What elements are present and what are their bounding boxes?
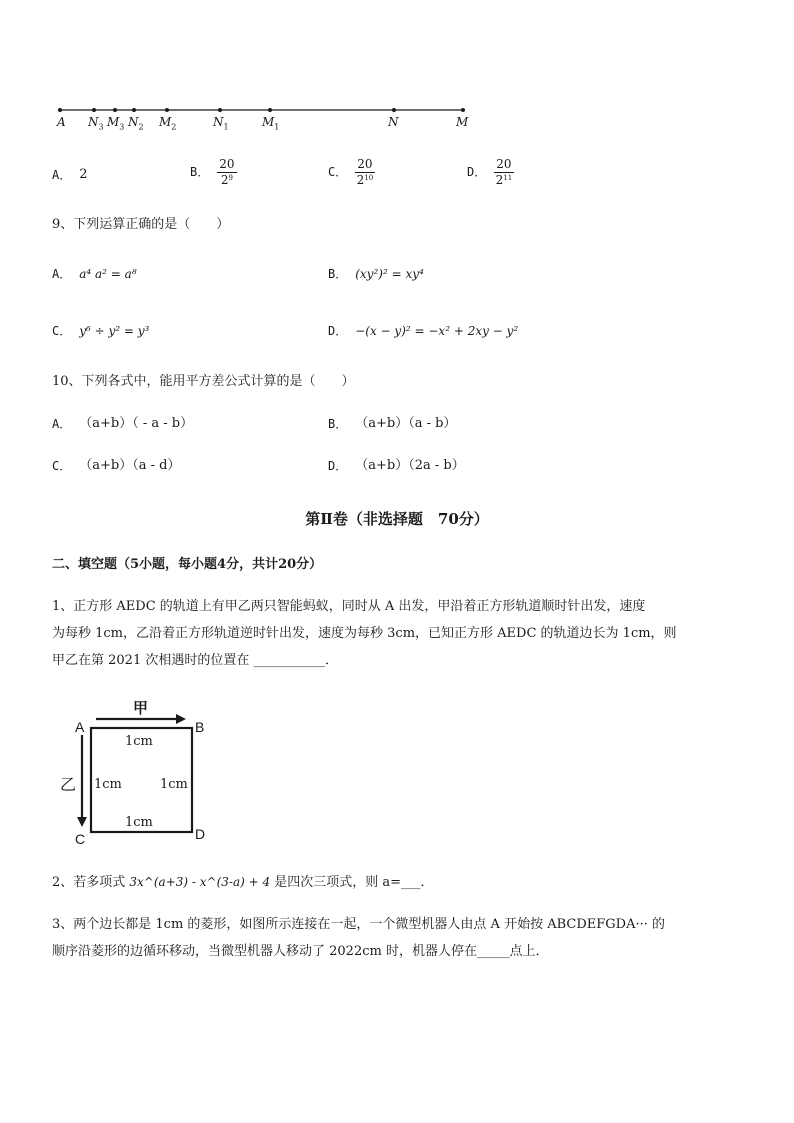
q9-option-d: D． −(x − y)² = −x² + 2xy − y² (328, 324, 519, 338)
yi-arrowhead (77, 817, 87, 827)
q9-stem: 9、下列运算正确的是（ ） (52, 217, 230, 232)
point-a-label: A (57, 115, 66, 129)
corner-b-label: B (195, 719, 205, 735)
corner-c-label: C (75, 831, 86, 847)
point-n3-dot (92, 108, 96, 112)
section-subtitle: 二、填空题（5小题，每小题4分，共计20分） (52, 557, 323, 572)
section-title: 第Ⅱ卷（非选择题 70分） (305, 510, 489, 528)
option-expr: （a+b）（2a - b） (355, 458, 465, 473)
option-letter: A． (52, 167, 72, 182)
point-m1-dot (268, 108, 272, 112)
fill1-line3: 甲乙在第 2021 次相遇时的位置在 ___________． (52, 653, 338, 668)
corner-a-label: A (75, 719, 85, 735)
fraction: $\frac{20}{2^9}$ (219, 157, 235, 187)
q9-option-b: B． (xy²)² = xy⁴ (328, 267, 424, 281)
q8-option-d (467, 158, 514, 186)
q8-option-c (328, 158, 375, 186)
q10-option-d: D． （a+b）（2a - b） (328, 458, 465, 473)
option-expr: −(x − y)² = −x² + 2xy − y² (355, 324, 519, 338)
option-value: 2 (79, 167, 88, 182)
q9-option-a: A． a⁴ a² = a⁸ (52, 267, 137, 281)
point-n-dot (392, 108, 396, 112)
option-expr: （a+b）（ - a - b） (79, 416, 194, 431)
fill3-line2: 顺序沿菱形的边循环移动，当微型机器人移动了 2022cm 时，机器人停在_____点上． (52, 944, 549, 959)
option-letter: B． (190, 165, 210, 180)
point-n2-dot (132, 108, 136, 112)
option-expr: a⁴ a² = a⁸ (79, 267, 137, 281)
side-bottom-label: 1cm (125, 815, 153, 830)
fill2-suffix: 是四次三项式，则 a=___． (270, 875, 434, 890)
fraction: $\frac{20}{2^{11}}$ (495, 157, 513, 187)
jia-label: 甲 (133, 699, 149, 717)
fill3-line1: 3、两个边长都是 1cm 的菱形，如图所示连接在一起，一个微型机器人由点 A 开始按 ABCDEFGDA··· 的 (52, 917, 665, 932)
fill2-expression: 3x^(a+3) - x^(3-a) + 4 (129, 875, 271, 889)
point-m-dot (461, 108, 465, 112)
option-letter: D． (467, 165, 487, 180)
side-left-label: 1cm (94, 777, 122, 792)
q10-option-c: C． （a+b）（a - d） (52, 458, 181, 473)
q10-option-a: A． （a+b）（ - a - b） (52, 416, 194, 431)
point-m3-dot (113, 108, 117, 112)
point-n1-dot (218, 108, 222, 112)
point-m2-label: $M_2$ (159, 115, 177, 132)
option-expr: (xy²)² = xy⁴ (355, 267, 424, 281)
q8-option-b (190, 158, 237, 186)
point-n1-label: $N_1$ (213, 115, 229, 132)
point-n2-label: $N_2$ (128, 115, 144, 132)
option-expr: y⁶ ÷ y² = y³ (79, 324, 150, 338)
side-right-label: 1cm (160, 777, 188, 792)
point-a-dot (58, 108, 62, 112)
q10-stem: 10、下列各式中，能用平方差公式计算的是（ ） (52, 374, 355, 389)
yi-label: 乙 (60, 775, 77, 794)
point-m2-dot (165, 108, 169, 112)
corner-d-label: D (195, 826, 206, 842)
side-top-label: 1cm (125, 734, 153, 749)
point-m3-label: $M_3$ (107, 115, 125, 132)
q9-option-c: C． y⁶ ÷ y² = y³ (52, 324, 150, 338)
option-expr: （a+b）（a - b） (355, 416, 457, 431)
fill2-line (52, 876, 434, 889)
fill1-line1: 1、正方形 AEDC 的轨道上有甲乙两只智能蚂蚁，同时从 A 出发，甲沿着正方形轨道顺时针出发，速度 (52, 599, 646, 614)
option-expr: （a+b）（a - d） (79, 458, 181, 473)
option-letter: C． (328, 165, 348, 180)
q10-option-b: B． （a+b）（a - b） (328, 416, 457, 431)
point-n-label: N (388, 115, 399, 129)
fraction: $\frac{20}{2^{10}}$ (356, 157, 374, 187)
q8-option-a (52, 168, 88, 181)
jia-arrowhead (176, 714, 186, 724)
fill2-prefix: 2、若多项式 (52, 875, 130, 890)
point-m-label: M (456, 115, 469, 129)
fill1-line2: 为每秒 1cm，乙沿着正方形轨道逆时针出发，速度为每秒 3cm，已知正方形 AEDC 的轨道边长为 1cm，则 (52, 626, 677, 641)
point-n3-label: $N_3$ (88, 115, 104, 132)
point-m1-label: $M_1$ (262, 115, 280, 132)
